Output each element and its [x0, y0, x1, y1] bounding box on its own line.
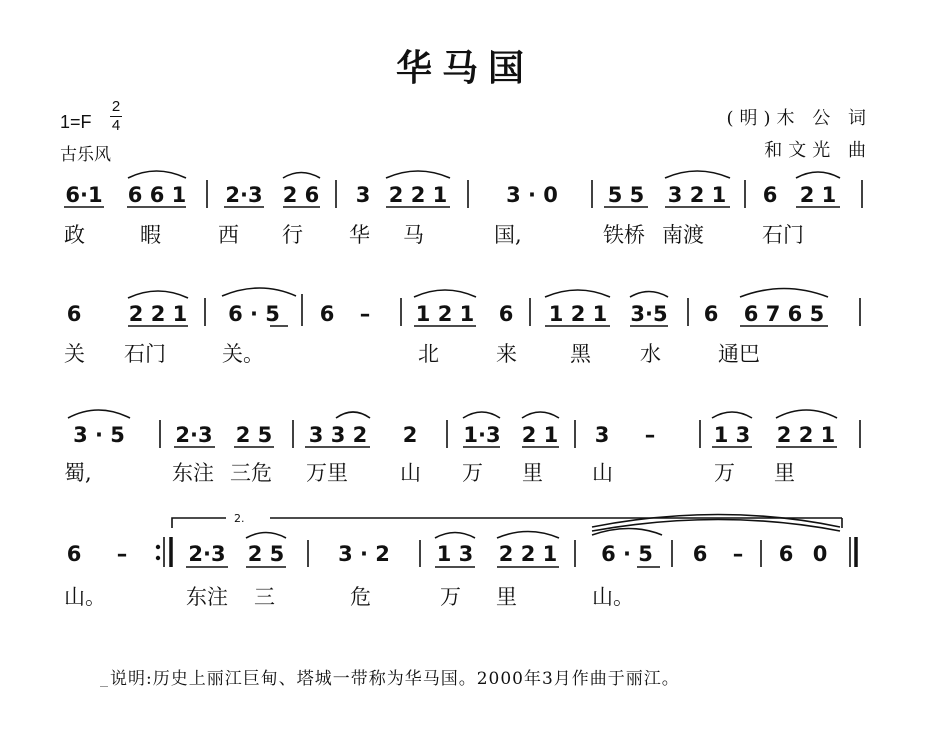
- note-group: 3 · 5: [73, 423, 125, 447]
- note-group: 6 7 6 5: [743, 302, 825, 326]
- note-group: 3 · 2: [338, 542, 390, 566]
- lyric: 华: [349, 223, 370, 247]
- lyric: 万里: [306, 461, 348, 485]
- lyric: 蜀,: [64, 461, 92, 485]
- note-group: 1 2 1: [415, 302, 475, 326]
- lyric: 铁桥: [603, 223, 645, 247]
- lyric: 里: [774, 461, 795, 485]
- note-group: 6: [762, 183, 778, 207]
- lyric: 西: [218, 223, 239, 247]
- lyric: 万: [440, 585, 461, 609]
- note-group: 2: [402, 423, 418, 447]
- lyric: 三危: [230, 461, 272, 485]
- lyric: 山: [400, 461, 421, 485]
- lyric: 国,: [494, 223, 522, 247]
- meter-top: 2: [111, 98, 121, 115]
- lyric: 马: [403, 223, 424, 247]
- lyric: 万: [714, 461, 735, 485]
- composer-credit: 和文光 曲: [764, 140, 872, 161]
- lyric: 里: [496, 585, 517, 609]
- lyric: 山。: [592, 585, 634, 609]
- explanatory-note: 说明:历史上丽江巨甸、塔城一带称为华马国。2000年3月作曲于丽江。: [110, 669, 680, 689]
- note-group: 3 2 1: [667, 183, 727, 207]
- note-group: 6 · 5: [228, 302, 280, 326]
- lyric: 关。: [222, 342, 264, 366]
- note-group: 6: [319, 302, 335, 326]
- note-group: –: [644, 423, 656, 447]
- note-group: 2·3: [225, 183, 263, 207]
- note-group: 2 6: [282, 183, 320, 207]
- note-group: 2 5: [235, 423, 273, 447]
- lyric: 北: [418, 342, 439, 366]
- lyric: 里: [522, 461, 543, 485]
- note-group: 5 5: [607, 183, 645, 207]
- note-group: 2 1: [521, 423, 559, 447]
- note-group: 6: [778, 542, 794, 566]
- note-group: 2·3: [188, 542, 226, 566]
- note-group: –: [732, 542, 744, 566]
- note-group: 1 3: [436, 542, 474, 566]
- note-group: 3 · 0: [506, 183, 558, 207]
- lyric: 南渡: [662, 223, 704, 247]
- style-marking: 古乐风: [60, 145, 111, 165]
- meter-bottom: 4: [111, 117, 121, 134]
- lyric: 三: [254, 585, 275, 609]
- volta-label: 2.: [234, 512, 245, 525]
- note-group: 2·3: [175, 423, 213, 447]
- note-group: 6: [703, 302, 719, 326]
- lyric: 石门: [124, 342, 166, 366]
- note-group: –: [116, 542, 128, 566]
- lyricist-credit: (明)木 公 词: [726, 108, 872, 129]
- lyric: 东注: [172, 461, 214, 485]
- note-group: 2 1: [799, 183, 837, 207]
- note-group: 1·3: [463, 423, 501, 447]
- note-group: 3: [594, 423, 610, 447]
- lyric: 黑: [570, 342, 591, 366]
- lyric: 行: [282, 223, 303, 247]
- lyric: 山。: [64, 585, 106, 609]
- lyric: 水: [640, 342, 661, 366]
- lyric: 东注: [186, 585, 228, 609]
- lyric: 危: [350, 585, 371, 609]
- lyric: 来: [496, 342, 517, 366]
- note-group: 3 3 2: [308, 423, 368, 447]
- note-group: 6: [692, 542, 708, 566]
- lyric: 关: [64, 342, 85, 366]
- lyric: 通巴: [718, 342, 760, 366]
- note-group: 6 · 5: [601, 542, 653, 566]
- note-group: 6·1: [65, 183, 103, 207]
- lyric: 山: [592, 461, 613, 485]
- note-group: 6: [66, 302, 82, 326]
- lyric: 石门: [762, 223, 804, 247]
- note-group: 2 2 1: [498, 542, 558, 566]
- lyric: 暇: [140, 223, 161, 247]
- note-group: 2 2 1: [388, 183, 448, 207]
- note-group: 3·5: [630, 302, 668, 326]
- lyric: 万: [462, 461, 483, 485]
- note-group: –: [359, 302, 371, 326]
- key-signature: 1=F: [60, 112, 92, 132]
- note-group: 6: [498, 302, 514, 326]
- note-group: 1 2 1: [548, 302, 608, 326]
- note-group: 2 5: [247, 542, 285, 566]
- note-group: 2 2 1: [128, 302, 188, 326]
- song-title: 华马国: [395, 47, 534, 89]
- note-group: 3: [355, 183, 371, 207]
- note-group: 0: [812, 542, 828, 566]
- lyric: 政: [64, 223, 85, 247]
- note-group: 6 6 1: [127, 183, 187, 207]
- note-group: 2 2 1: [776, 423, 836, 447]
- note-group: 1 3: [713, 423, 751, 447]
- note-group: 6: [66, 542, 82, 566]
